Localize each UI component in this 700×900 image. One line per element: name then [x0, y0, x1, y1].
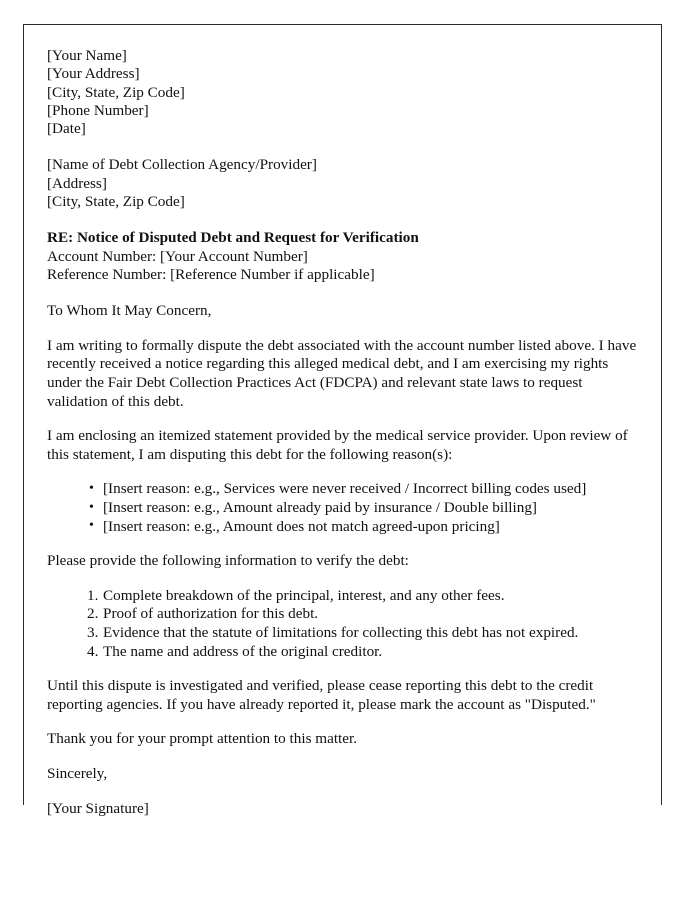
- spacer: [47, 321, 641, 337]
- list-item: • [Insert reason: e.g., Amount already paid by insurance / Double billing]: [89, 499, 641, 518]
- paragraph-dispute-intro: I am writing to formally dispute the debt associated with the account number listed above. I have recently received a notice regarding this alleged medical debt, and I am exercising my rights under the Fair Debt Collection Practices Act (FDCPA) and relevant state laws to request validation of this debt.: [47, 336, 637, 410]
- sender-line: [Your Name]: [47, 47, 127, 64]
- letter-content: [47, 47, 641, 818]
- list-item: • [Insert reason: e.g., Services were never received / Incorrect billing codes used]: [89, 480, 641, 499]
- list-item: Proof of authorization for this debt.: [103, 605, 319, 623]
- recipient-line: [Name of Debt Collection Agency/Provider]: [47, 156, 317, 174]
- list-item: The name and address of the original creditor.: [103, 642, 383, 660]
- paragraph-verification-intro: Please provide the following information to verify the debt:: [47, 552, 409, 570]
- spacer: [47, 661, 641, 677]
- spacer: [47, 464, 641, 480]
- spacer: [47, 536, 641, 552]
- spacer: [47, 571, 641, 587]
- account-number-line: Account Number: [Your Account Number]: [47, 247, 308, 265]
- recipient-line: [Address]: [47, 174, 107, 192]
- subject-block: [47, 229, 641, 284]
- sender-line: [City, State, Zip Code]: [47, 83, 185, 101]
- spacer: [47, 749, 641, 765]
- letter-page: [23, 24, 662, 817]
- list-item: Complete breakdown of the principal, interest, and any other fees.: [103, 586, 505, 604]
- subject-heading: RE: Notice of Disputed Debt and Request for Verification: [47, 229, 419, 247]
- sender-line: [Date]: [47, 120, 86, 138]
- spacer: [47, 784, 641, 800]
- verification-items-list: [47, 587, 641, 661]
- spacer: [47, 284, 641, 302]
- recipient-address-block: [47, 156, 641, 211]
- paragraph-thank-you: Thank you for your prompt attention to this matter.: [47, 730, 358, 748]
- list-item: • [Insert reason: e.g., Amount does not match agreed-upon pricing]: [89, 518, 641, 537]
- spacer: [47, 714, 641, 730]
- list-item: Evidence that the statute of limitations for collecting this debt has not expired.: [103, 623, 579, 641]
- sender-line: [Phone Number]: [47, 101, 149, 119]
- sender-line: [Your Address]: [47, 65, 140, 83]
- salutation: To Whom It May Concern,: [47, 302, 212, 320]
- dispute-reasons-list: [47, 480, 641, 536]
- sender-address-block: [47, 47, 641, 138]
- paragraph-itemized-statement: I am enclosing an itemized statement provided by the medical service provider. Upon review of this statement, I am disputing this debt for the following reason(s):: [47, 427, 628, 463]
- paragraph-cease-reporting: Until this dispute is investigated and verified, please cease reporting this debt to the credit reporting agencies. If you have already reported it, please mark the account as "Disputed.": [47, 677, 596, 713]
- spacer: [47, 211, 641, 229]
- recipient-line: [City, State, Zip Code]: [47, 193, 185, 211]
- reference-number-line: Reference Number: [Reference Number if applicable]: [47, 265, 375, 283]
- closing: Sincerely,: [47, 764, 108, 782]
- spacer: [47, 411, 641, 427]
- spacer: [47, 138, 641, 156]
- signature-placeholder: [Your Signature]: [47, 799, 149, 817]
